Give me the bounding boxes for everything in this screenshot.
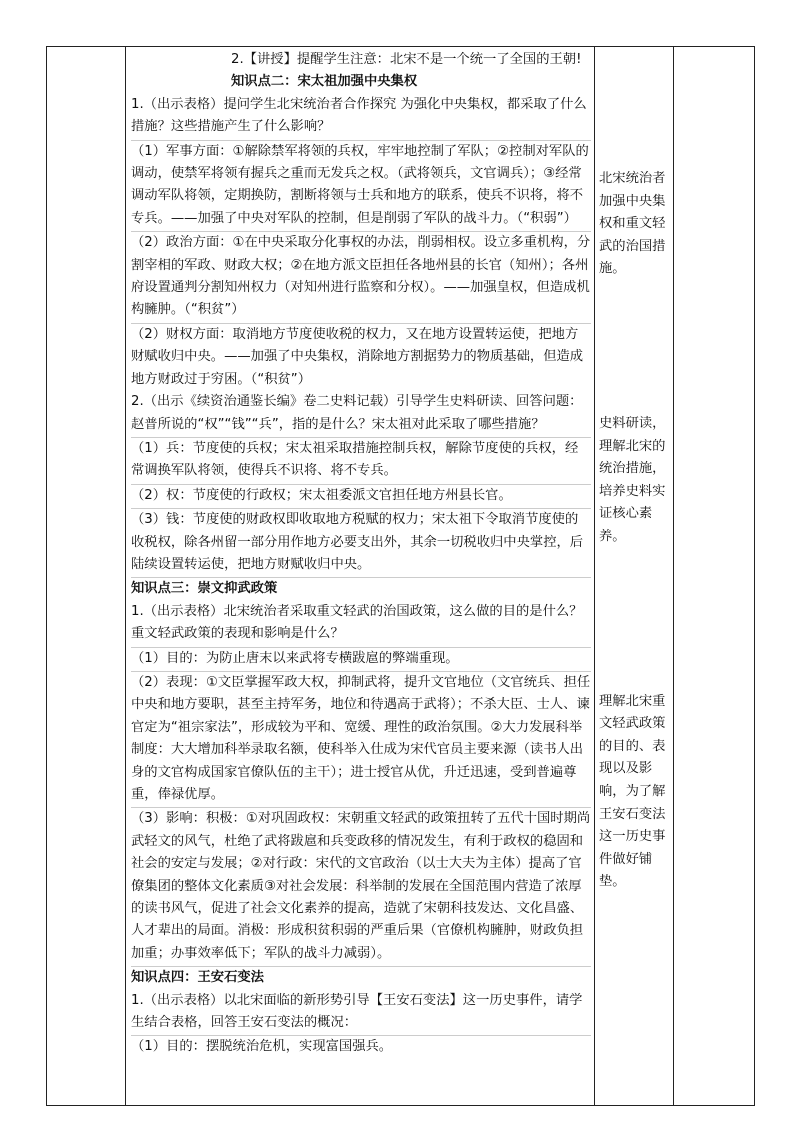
design-note-3: 理解北宋重文轻武政策的目的、表现以及影响，为了解王安石变法这一历史事件做好铺垫。 bbox=[599, 693, 666, 890]
section-heading: 知识点二：宋太祖加强中央集权 bbox=[231, 74, 418, 90]
content-paragraph: （2）表现：①文臣掌握军政大权，抑制武将，提升文官地位（文官统兵、担任中央和地方要职，甚至主持军务，地位和待遇高于武将）；不杀大臣、士人、谏官定为“祖宗家法”，形成较为平和、宽缓、理性的政治氛围。②大力发展科举制度：大大增加科举录取名额，使科举入仕成为宋代官员主要来源（读书人出身的文官构成国家官僚队伍的主干）；进士授官从优，升迁迅速，受到普遍尊重，俸禄优厚。 bbox=[131, 671, 591, 806]
content-paragraph: 1.（出示表格）提问学生北宋统治者合作探究 为强化中央集权，都采取了什么措施？这些措施产生了什么影响？ bbox=[131, 96, 587, 135]
design-notes bbox=[595, 168, 673, 894]
content-paragraph: 2.（出示《续资治通鉴长编》卷二史料记载）引导学生史料研读、回答问题：赵普所说的“权”“钱”“兵”，指的是什么？宋太祖对此采取了哪些措施？ bbox=[131, 394, 583, 432]
content-paragraph: 1.（出示表格）北宋统治者采取重文轻武的治国政策，这么做的目的是什么？重文轻武政策的表现和影响是什么？ bbox=[131, 603, 583, 642]
design-note-1: 北宋统治者加强中央集权和重文轻武的治国措施。 bbox=[599, 171, 666, 277]
table-row bbox=[47, 47, 755, 1106]
content-paragraph: （3）影响：积极：①对巩固政权：宋朝重文轻武的政策扭转了五代十国时期尚武轻文的风气，杜绝了武将跋扈和兵变政移的情况发生，有利于政权的稳固和社会的安定与发展；②对行政：宋代的文官政治（以士大夫为主体）提高了官僚集团的整体文化素质③对社会发展：科举制的发展在全国范围内营造了浓厚的读书风气，促进了社会文化素养的提高，造就了宋朝科技发达、文化昌盛、人才辈出的局面。消极：形成积贫积弱的严重后果（官僚机构臃肿，财政负担加重；办事效率低下；军队的战斗力减弱）。 bbox=[131, 807, 591, 965]
section-heading: 知识点三：崇文抑武政策 bbox=[131, 577, 591, 600]
content-paragraph: 1.（出示表格）以北宋面临的新形势引导【王安石变法】这一历史事件，请学生结合表格，回答王安石变法的概况： bbox=[131, 992, 583, 1031]
content-paragraph: （1）兵：节度使的兵权；宋太祖采取措施控制兵权，解除节度使的兵权，经常调换军队将领，使得兵不识将、将不专兵。 bbox=[131, 437, 591, 483]
teaching-content bbox=[126, 47, 594, 1059]
design-note-2: 史料研读，理解北宋的统治措施，培养史料实证核心素养。 bbox=[599, 415, 666, 544]
section-heading: 知识点四：王安石变法 bbox=[131, 966, 591, 989]
lesson-plan-table bbox=[46, 46, 755, 1106]
content-paragraph: （1）目的：为防止唐末以来武将专横跋扈的弊端重现。 bbox=[131, 647, 591, 670]
design-intent-cell bbox=[595, 47, 674, 1106]
right-margin-cell bbox=[674, 47, 755, 1106]
content-paragraph: （1）目的：摆脱统治危机，实现富国强兵。 bbox=[131, 1035, 591, 1058]
content-paragraph: （2）权：节度使的行政权；宋太祖委派文官担任地方州县长官。 bbox=[131, 484, 591, 507]
content-paragraph: 2.【讲授】提醒学生注意：北宋不是一个统一了全国的王朝! bbox=[231, 52, 582, 67]
content-paragraph: （1）军事方面：①解除禁军将领的兵权，牢牢地控制了军队；②控制对军队的调动，使禁军将领有握兵之重而无发兵之权。（武将领兵，文官调兵）；③经常调动军队将领，定期换防，割断将领与士兵和地方的联系，使兵不识将，将不专兵。——加强了中央对军队的控制，但是削弱了军队的战斗力。（“积弱”） bbox=[131, 140, 591, 231]
left-margin-cell bbox=[47, 47, 126, 1106]
content-paragraph: （3）钱：节度使的财政权即收取地方税赋的权力；宋太祖下令取消节度使的收税权，除各州留一部分用作地方必要支出外，其余一切税收归中央掌控，后陆续设置转运使，把地方财赋收归中央。 bbox=[131, 508, 591, 576]
content-paragraph: （2）财权方面：取消地方节度使收税的权力，又在地方设置转运使，把地方财赋收归中央。——加强了中央集权，消除地方割据势力的物质基础，但造成地方财政过于穷困。（“积贫”） bbox=[131, 323, 591, 391]
content-paragraph: （2）政治方面：①在中央采取分化事权的办法，削弱相权。设立多重机构，分割宰相的军政、财政大权；②在地方派文臣担任各地州县的长官（知州）；各州府设置通判分割知州权力（对知州进行监察和分权）。——加强皇权，但造成机构臃肿。（“积贫”） bbox=[131, 231, 591, 322]
teaching-content-cell bbox=[126, 47, 595, 1106]
